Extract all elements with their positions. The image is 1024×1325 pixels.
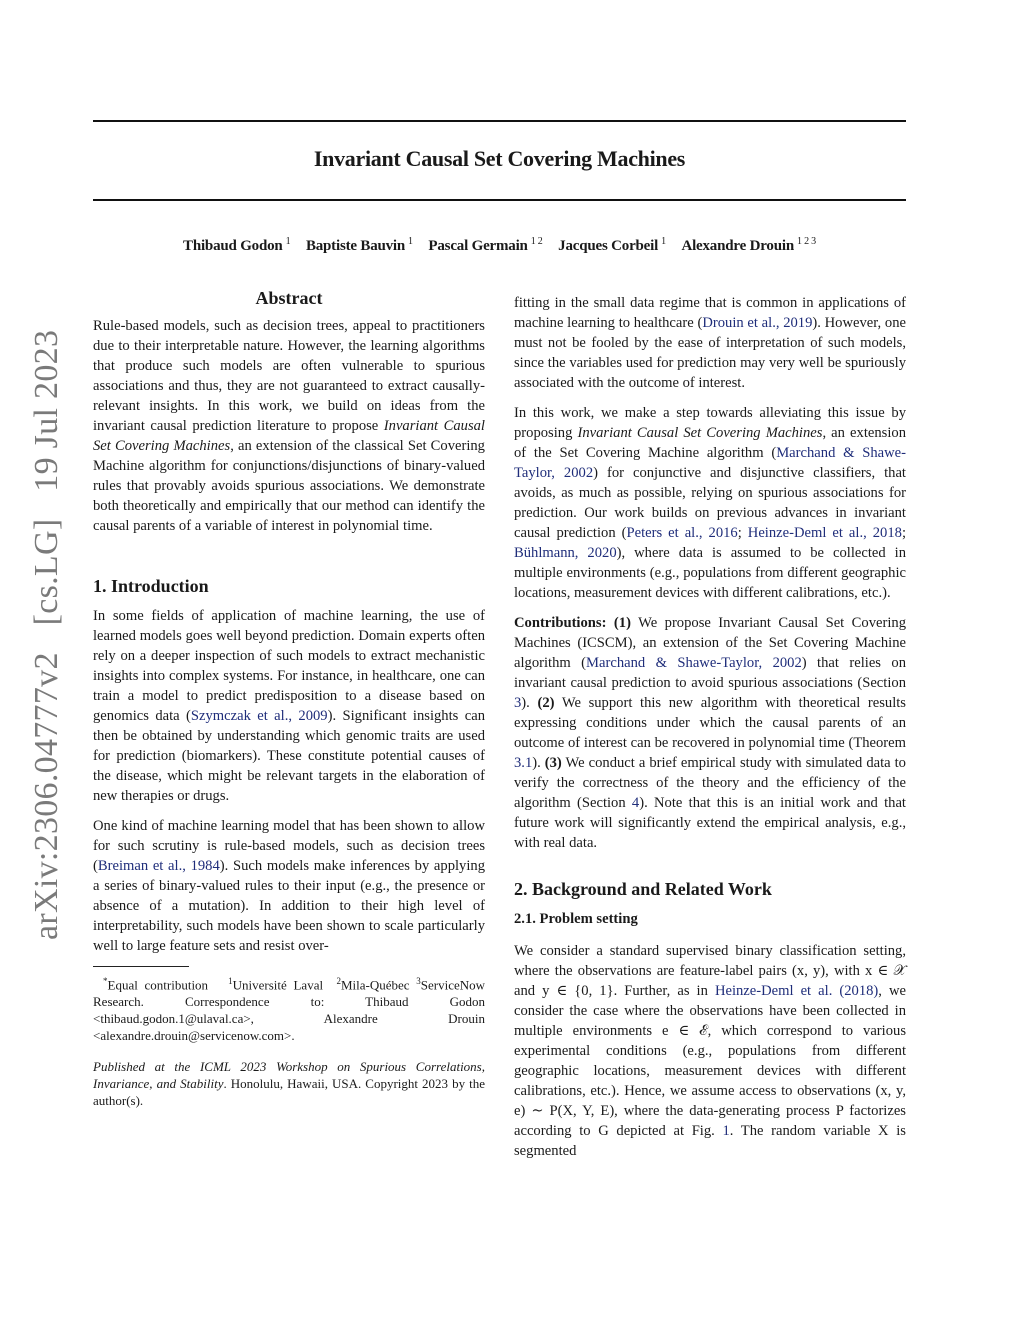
author: Pascal Germain $^{1 2}$ bbox=[428, 236, 543, 254]
arxiv-id: arXiv:2306.04777v2 bbox=[28, 652, 65, 940]
paper-title: Invariant Causal Set Covering Machines bbox=[313, 146, 686, 171]
citation-link[interactable]: Bühlmann, 2020 bbox=[514, 545, 617, 561]
intro-paragraph-4: In this work, we make a step towards alleviating this issue by proposing Invariant Causal Set Covering Machines, an extension of the Set Covering Machine algorithm (Marchand & Shawe-Taylor, 2002) for conjunctive and disjunctive classifiers, that avoids, as much as possible, relying on spurious associations for prediction. Our work builds on previous advances in invariant causal prediction (Peters et al., 2016; Heinze-Deml et al., 2018; Bühlmann, 2020), where data is assumed to be collected in multiple environments (e.g., populations from different geographic locations, measurement devices with different calibrations, etc.). bbox=[514, 405, 907, 601]
citation-link[interactable]: Marchand & Shawe-Taylor, 2002 bbox=[514, 445, 907, 481]
intro-paragraph-2: One kind of machine learning model that has been shown to allow for such scrutiny is rule-based models, such as decision trees (Breiman et al., 1984). Such models make inferences by applying a series of binary-valued rules to their input (e.g., the presence or absence of a mutation). In addition to their high level of interpretability, such models have been shown to scale particularly well to large feature sets and resist over- bbox=[93, 818, 486, 954]
abstract-text: Rule-based models, such as decision trees, appeal to practitioners due to their interpretable nature. However, the learning algorithms that produce such models are often vulnerable to spurious associations and thus, they are not guaranteed to extract causally-relevant insights. In this work, we build on ideas from the invariant causal prediction literature to propose Invariant Causal Set Covering Machines, an extension of the classical Set Covering Machine algorithm for conjunctions/disjunctions of binary-valued rules that provably avoids spurious associations. We demonstrate both theoretically and empirically that our method can identify the causal parents of a variable of interest in polynomial time. bbox=[93, 318, 485, 534]
footnotes bbox=[93, 973, 485, 1109]
author: Thibaud Godon $^1$ bbox=[183, 236, 291, 254]
title-bottom-rule bbox=[93, 199, 906, 201]
left-column bbox=[93, 288, 485, 1123]
author-list bbox=[93, 236, 906, 255]
citation-link[interactable]: Heinze-Deml et al., 2018 bbox=[747, 525, 902, 541]
title-top-rule bbox=[93, 120, 906, 122]
author: Jacques Corbeil $^1$ bbox=[558, 236, 666, 254]
citation-link[interactable]: Breiman et al., 1984 bbox=[97, 858, 220, 874]
citation-link[interactable]: Drouin et al., 2019 bbox=[702, 315, 813, 331]
author: Baptiste Bauvin $^1$ bbox=[305, 236, 413, 254]
citation-link[interactable]: Peters et al., 2016 bbox=[626, 525, 738, 541]
publication-note: Published at the ICML 2023 Workshop on Spurious Correlations, Invariance, and Stability. Honolulu, Hawaii, USA. Copyright 2023 by the author(s). bbox=[93, 1059, 485, 1109]
section-heading-introduction: 1. Introduction bbox=[93, 576, 209, 596]
figure-ref-link[interactable]: 1 bbox=[722, 1123, 730, 1139]
background-paragraph-1: We consider a standard supervised binary classification setting, where the observations are feature-label pairs (x, y), with x ∈ 𝒳 and y ∈ {0, 1}. Further, as in Heinze-Deml et al. (2018), we consider the case where the observations have been collected in multiple environments e ∈ ℰ, which correspond to various experimental conditions (e.g., populations from different geographic locations, measurement devices with different calibrations, etc.). Hence, we assume access to observations (x, y, e) ∼ P(X, Y, E), where the data-generating process P factorizes according to G depicted at Fig. 1. The random variable X is segmented bbox=[514, 943, 907, 1159]
footnote-rule bbox=[93, 966, 189, 967]
section-heading-background: 2. Background and Related Work bbox=[514, 879, 772, 899]
arxiv-date: 19 Jul 2023 bbox=[28, 329, 65, 492]
citation-link[interactable]: Heinze-Deml et al. (2018) bbox=[714, 983, 879, 999]
citation-link[interactable]: Szymczak et al., 2009 bbox=[190, 708, 328, 724]
arxiv-category: [cs.LG] bbox=[28, 518, 65, 626]
contributions-paragraph: Contributions: (1) We propose Invariant Causal Set Covering Machines (ICSCM), an extension of the Set Covering Machine algorithm (Marchand & Shawe-Taylor, 2002) that relies on invariant causal prediction to avoid spurious associations (Section 3). (2) We support this new algorithm with theoretical results expressing conditions under which the causal parents of an outcome of interest can be recovered in polynomial time (Theorem 3.1). (3) We conduct a brief empirical study with simulated data to verify the correctness of the theory and the efficiency of the algorithm (Section 4). Note that this is an initial work and that future work will significantly extend the empirical analysis, e.g., with real data. bbox=[514, 615, 907, 851]
intro-paragraph-1: In some fields of application of machine learning, the use of learned models goes well beyond prediction. Domain experts often rely on a deeper inspection of such models to extract mechanistic insights into complex systems. For instance, in healthcare, one can train a model to predict predisposition to a disease based on genomics data (Szymczak et al., 2009). Significant insights can then be obtained by understanding which genomic traits are used for prediction (biomarkers). These constitute potential causes of the disease, which might be relevant targets in the elaboration of new therapies or drugs. bbox=[93, 608, 485, 804]
abstract-heading: Abstract bbox=[255, 288, 323, 308]
section-ref-link[interactable]: 4 bbox=[631, 795, 640, 811]
arxiv-stamp bbox=[28, 312, 66, 940]
author: Alexandre Drouin $^{1 2 3}$ bbox=[681, 236, 816, 254]
section-ref-link[interactable]: 3 bbox=[514, 695, 522, 711]
intro-paragraph-3: fitting in the small data regime that is common in applications of machine learning to healthcare (Drouin et al., 2019). However, one must not be fooled by the ease of interpretation of such models, since the variables used for prediction may very well be spuriously associated with the outcome of interest. bbox=[514, 295, 906, 391]
affiliation-footnote: *Equal contribution $^1$Université Laval $^2$Mila-Québec $^3$ServiceNow Research. Correspondence to: Thibaud Godon <thibaud.godon.1@ulaval.ca>, Alexandre Drouin <alexandre.drouin@servicenow.com>. bbox=[93, 976, 486, 1044]
citation-link[interactable]: Marchand & Shawe-Taylor, 2002 bbox=[586, 655, 802, 671]
theorem-ref-link[interactable]: 3.1 bbox=[514, 755, 533, 771]
right-column bbox=[514, 293, 906, 1171]
subsection-heading-problem-setting: 2.1. Problem setting bbox=[514, 911, 638, 927]
